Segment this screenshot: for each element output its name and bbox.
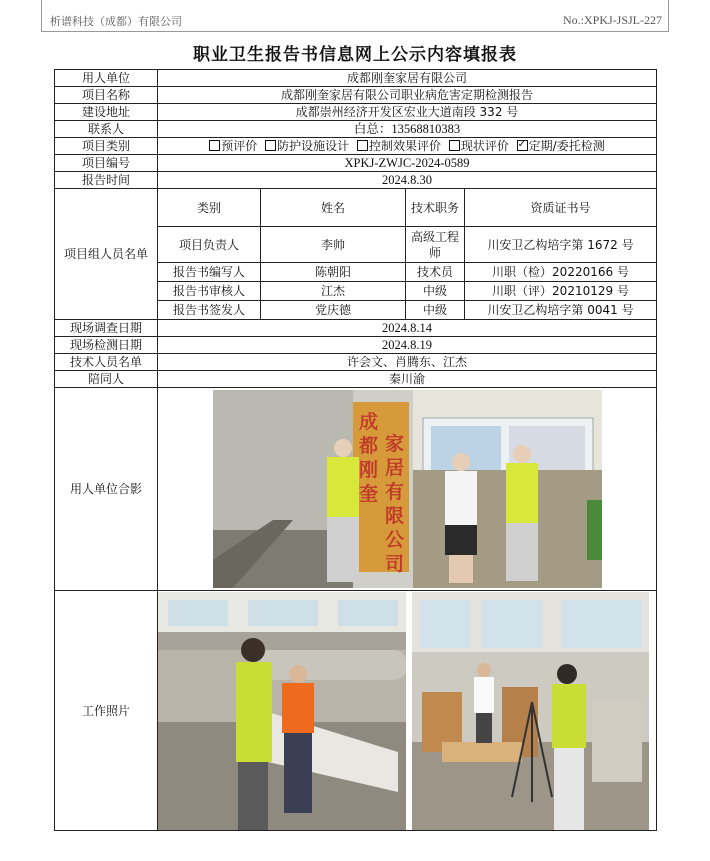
page-title: 职业卫生报告书信息网上公示内容填报表 (193, 45, 517, 65)
header-doc-number: No.:XPKJ-JSJL-227 (562, 13, 662, 27)
row-test-date (55, 337, 657, 354)
team-header-cert: 资质证书号 (465, 189, 657, 227)
option-control-evaluation[interactable]: 控制效果评价 (357, 139, 441, 153)
member-name: 陈朝阳 (261, 263, 406, 282)
member-title: 中级 (406, 282, 465, 301)
member-name: 江杰 (261, 282, 406, 301)
label-test-date: 现场检测日期 (55, 337, 158, 354)
member-cert: 川安卫乙构培字第 1672 号 (465, 227, 657, 263)
label-staff: 技术人员名单 (55, 354, 158, 371)
sign-char-9: 公 (384, 529, 404, 551)
member-role: 报告书签发人 (158, 301, 261, 320)
label-project-no: 项目编号 (55, 155, 158, 172)
value-employer: 成都刚奎家居有限公司 (158, 70, 657, 87)
row-address (55, 104, 657, 121)
label-contact: 联系人 (55, 121, 158, 138)
checkbox-icon[interactable] (449, 140, 460, 151)
row-survey-date (55, 320, 657, 337)
sign-char-3: 刚 (358, 459, 378, 481)
member-role: 报告书编写人 (158, 263, 261, 282)
row-staff (55, 354, 657, 371)
value-escort: 秦川渝 (158, 371, 657, 388)
form-table (54, 69, 657, 831)
label-group-photo: 用人单位合影 (55, 388, 158, 591)
team-header-role: 类别 (158, 189, 261, 227)
work-photos-cell (158, 591, 657, 831)
member-title: 中级 (406, 301, 465, 320)
sign-char-7: 有 (384, 481, 404, 503)
value-project-no: XPKJ-ZWJC-2024-0589 (158, 155, 657, 172)
option-pre-evaluation[interactable]: 预评价 (209, 139, 257, 153)
value-staff: 许会文、肖腾东、江杰 (158, 354, 657, 371)
value-test-date: 2024.8.19 (158, 337, 657, 354)
sign-char-5: 家 (384, 433, 404, 455)
checkbox-checked-icon[interactable] (517, 140, 528, 151)
group-photo-cell (158, 388, 657, 591)
member-title: 技术员 (406, 263, 465, 282)
option-protection-design[interactable]: 防护设施设计 (265, 139, 349, 153)
option-periodic-testing[interactable]: ✓ 定期/委托检测 (517, 139, 605, 153)
label-escort: 陪同人 (55, 371, 158, 388)
row-project-type (55, 138, 657, 155)
member-cert: 川职（评）20210129 号 (465, 282, 657, 301)
row-report-time (55, 172, 657, 189)
checkbox-icon[interactable] (357, 140, 368, 151)
sign-char-6: 居 (384, 457, 404, 479)
team-header-row (55, 189, 657, 227)
row-contact (55, 121, 657, 138)
checkbox-icon[interactable] (265, 140, 276, 151)
label-report-time: 报告时间 (55, 172, 158, 189)
project-type-options (158, 138, 657, 155)
row-project-name (55, 87, 657, 104)
work-photo-2 (412, 592, 649, 830)
sign-char-8: 限 (384, 505, 404, 527)
member-name: 党庆德 (261, 301, 406, 320)
value-report-time: 2024.8.30 (158, 172, 657, 189)
header-company: 析谱科技（成都）有限公司 (50, 15, 182, 28)
member-cert: 川安卫乙构培字第 0041 号 (465, 301, 657, 320)
member-role: 报告书审核人 (158, 282, 261, 301)
header-corner-left (41, 0, 42, 32)
sign-char-4: 奎 (358, 483, 378, 505)
team-header-name: 姓名 (261, 189, 406, 227)
value-survey-date: 2024.8.14 (158, 320, 657, 337)
group-photo (213, 390, 602, 588)
member-cert: 川职（检）20220166 号 (465, 263, 657, 282)
work-photo-1 (158, 592, 406, 830)
sign-char-10: 司 (384, 553, 404, 575)
row-work-photos (55, 591, 657, 831)
value-project-name: 成都刚奎家居有限公司职业病危害定期检测报告 (158, 87, 657, 104)
label-team: 项目组人员名单 (55, 189, 158, 320)
label-project-name: 项目名称 (55, 87, 158, 104)
row-employer (55, 70, 657, 87)
label-survey-date: 现场调查日期 (55, 320, 158, 337)
label-project-type: 项目类别 (55, 138, 158, 155)
row-group-photo (55, 388, 657, 591)
sign-char-1: 成 (358, 411, 378, 433)
label-employer: 用人单位 (55, 70, 158, 87)
label-address: 建设地址 (55, 104, 158, 121)
team-header-title: 技术职务 (406, 189, 465, 227)
text-cursor (656, 418, 657, 431)
member-name: 李帅 (261, 227, 406, 263)
label-work-photos: 工作照片 (55, 591, 158, 831)
member-title: 高级工程师 (406, 227, 465, 263)
header-corner-right (668, 0, 669, 32)
value-contact: 白总：13568810383 (158, 121, 657, 138)
value-address: 成都崇州经济开发区宏业大道南段 332 号 (158, 104, 657, 121)
sign-char-2: 都 (358, 435, 378, 457)
checkbox-icon[interactable] (209, 140, 220, 151)
option-status-evaluation[interactable]: 现状评价 (449, 139, 509, 153)
header-rule (42, 31, 668, 32)
member-role: 项目负责人 (158, 227, 261, 263)
row-project-no (55, 155, 657, 172)
row-escort (55, 371, 657, 388)
